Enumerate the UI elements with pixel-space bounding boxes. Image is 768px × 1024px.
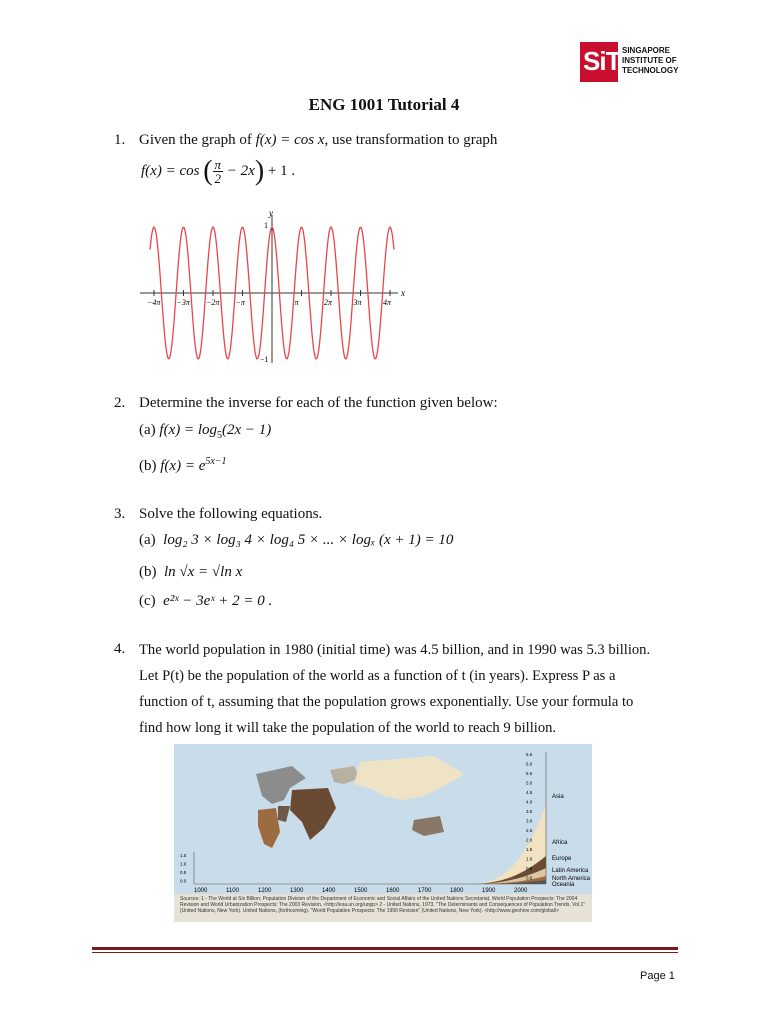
page-title: ENG 1001 Tutorial 4 [308,95,460,114]
africa-shape [290,788,336,840]
frac-numerator: π [214,157,222,172]
question-2 [0,391,768,415]
question-number: 3. [114,506,126,522]
region-label: Africa [552,840,568,846]
logo-line1: SINGAPORE [622,46,671,55]
region-label: Latin America [552,868,589,874]
region-labels [552,794,591,888]
y-tick-top: 1 [264,221,268,230]
x-tick-label: −4π [147,298,161,307]
q2a-arg: (2x − 1) [222,422,272,438]
asia-band [194,804,546,884]
question-3 [0,502,768,526]
q2a-expr: f(x) = log [159,422,218,438]
timeline-tick-label: 2000 [514,888,528,894]
right-paren: ) [254,155,265,187]
footer-rule-thick [92,947,678,950]
q2-part-a [139,418,271,448]
q3-part-b [139,560,242,584]
right-tick-label: 6.5 [526,752,533,757]
central-america-shape [278,806,290,822]
logo-mark [580,42,621,82]
right-tick-label: 2.0 [526,837,533,843]
q1-text-a: Given the graph of [139,132,256,148]
right-tick-label: 1.5 [526,847,533,852]
x-tick-label: π [294,298,299,307]
australia-shape [412,816,444,836]
frac-denominator: 2 [214,171,222,186]
left-paren: ( [203,155,213,187]
timeline-tick-label: 1300 [290,888,304,894]
q1-tail: + 1 . [267,162,296,179]
region-label: Oceania [552,882,575,888]
cosine-graph [140,205,420,365]
logo-line3: TECHNOLOGY [622,66,679,75]
left-tick-label: 0.0 [180,878,187,884]
right-tick-label: 3.0 [526,818,533,824]
right-tick-label: 0.0 [526,875,533,881]
logo-line2: INSTITUTE OF [622,56,677,65]
right-tick-label: 4.0 [526,799,533,805]
region-label: Asia [552,794,564,800]
x-tick-label: −3π [176,298,190,307]
q4-line1: The world population in 1980 (initial time) was 4.5 billion, and in 1990 was 5.3 billion. [139,642,651,658]
left-tick-label: 0.5 [180,870,187,875]
question-1 [0,128,768,188]
part-label: (a) [139,532,156,548]
question-text: Determine the inverse for each of the function given below: [139,395,498,411]
timeline-tick-label: 1400 [322,888,336,894]
q1-inner: − 2x [226,162,255,179]
question-number: 4. [114,641,126,657]
x-tick-label: 2π [324,298,333,307]
logo-wordmark [622,46,678,76]
page-number: Page 1 [640,970,675,982]
population-chart [174,744,592,894]
q3-part-c [139,589,272,613]
question-text [139,128,679,152]
part-label: (c) [139,593,156,609]
timeline-tick-label: 1100 [226,888,239,894]
part-label: (b) [139,564,157,580]
timeline-tick-label: 1700 [418,888,432,894]
figure-sources [174,894,592,922]
logo-mark-text: SiT [583,46,621,76]
pi-over-2 [213,158,224,185]
question-text: Solve the following equations. [139,506,323,522]
question-number: 1. [114,132,126,148]
q1-formula [141,155,296,198]
sit-logo [580,42,680,82]
sources-text: Sources: 1 - The World at Six Billion; Population Division of the Department of Economic and Social Affairs of the United Nations Secretariat, World Population Prospects: The 2004 Revision and World Urbanization Prospects: The 2003 Revision, <http://esa.un.org/unpp> 2 - United Nations, 1973. "The Determinants and Consequences of Population Trends, Vol.1" (United Nations, New York). United Nations, (forthcoming). "World Population Prospects: The 1990 Revision" (United Nations, New York). <http://www.geohive.com/global/> [180,896,585,914]
q3a-expr: log₂ 3 × log₃ 4 × log₄ 5 × ... × logₓ (x + 1) = 10 [163,532,454,548]
question-4 [0,637,768,747]
right-tick-label: 6.0 [526,761,533,767]
timeline-tick-label: 1000 [194,888,208,894]
y-tick-bottom: −1 [260,355,269,364]
x-tick-label: 3π [353,298,362,307]
q1-text-b: , use transformation to graph [324,132,498,148]
timeline-tick-label: 1800 [450,888,464,894]
x-tick-label: −2π [206,298,220,307]
q3-part-a [139,528,453,552]
right-tick-label: 3.5 [526,809,533,814]
question-number: 2. [114,395,126,411]
right-tick-label: 5.5 [526,771,533,776]
footer-rule-thin [92,952,678,953]
q2b-expr: f(x) = e [160,458,206,474]
right-tick-label: 5.0 [526,780,533,786]
left-axis-ticks [180,853,187,884]
region-label: North America [552,876,591,882]
q1-lhs: f(x) = cos [141,162,200,179]
right-tick-label: 0.5 [526,866,533,871]
timeline-tick-label: 1500 [354,888,368,894]
right-axis-ticks [526,752,533,881]
exponent: 5x−1 [205,456,227,467]
region-label: Europe [552,856,572,862]
right-tick-label: 4.5 [526,790,533,795]
q3c-expr: e²ˣ − 3eˣ + 2 = 0 . [163,593,273,609]
asia-shape [354,756,464,800]
x-axis-label: x [401,288,405,298]
q2-part-b [139,450,227,478]
question-text [139,637,679,741]
right-tick-label: 2.5 [526,828,533,833]
right-tick-label: 1.0 [526,856,533,862]
part-label: (b) [139,458,161,474]
timeline-tick-label: 1600 [386,888,400,894]
log-base: 5 [217,430,223,441]
left-tick-label: 1.0 [180,861,187,867]
part-label: (a) [139,422,160,438]
x-tick-label: 4π [383,298,392,307]
left-tick-label: 1.5 [180,853,187,858]
south-america-shape [258,808,280,848]
timeline-tick-label: 1200 [258,888,272,894]
q4-line3: function of t, assuming that the population grows exponentially. Use your formula to [139,694,634,710]
q3b-expr: ln √x = √ln x [164,564,243,580]
q4-line2: Let P(t) be the population of the world as a function of t (in years). Express P as a [139,668,616,684]
y-axis-label: y [269,208,273,218]
timeline-tick-label: 1900 [482,888,496,894]
q4-line4: find how long it will take the population of the world to reach 9 billion. [139,720,557,736]
q1-fx-cos: f(x) = cos x [255,132,325,148]
x-tick-label: −π [235,298,245,307]
